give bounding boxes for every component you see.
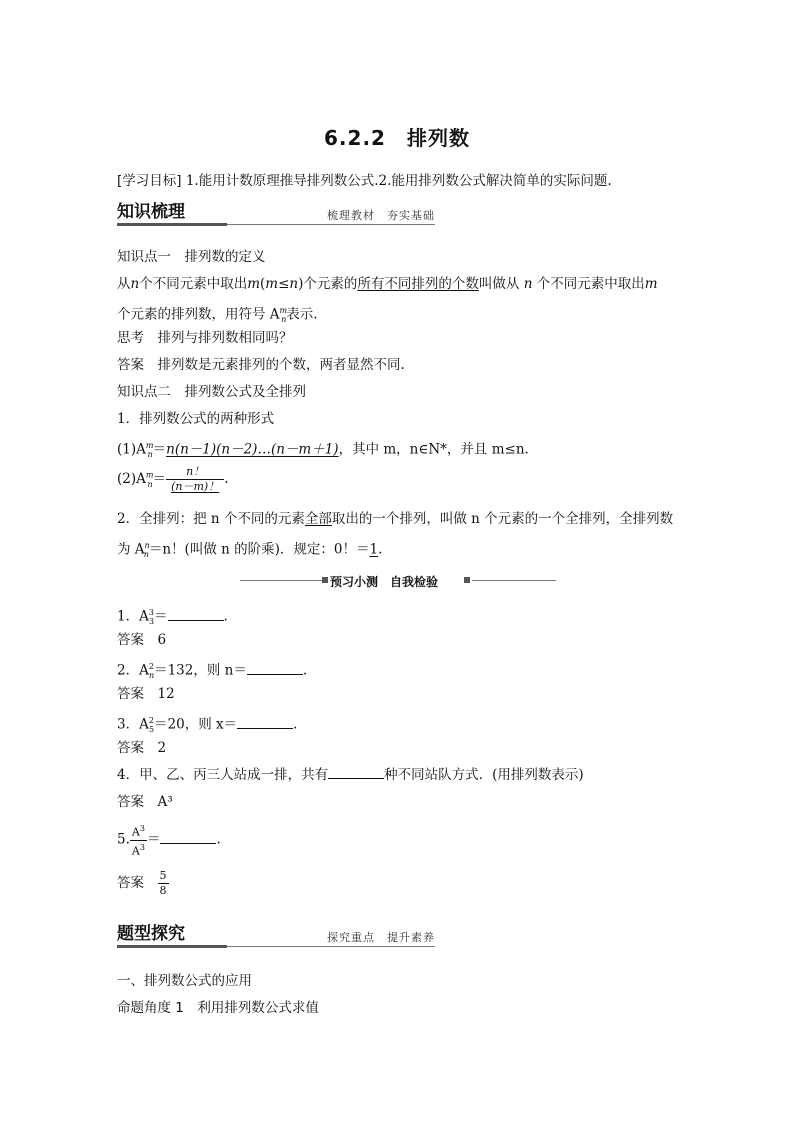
text: ＝20，则 x＝ xyxy=(154,716,238,733)
text: ，其中 m，n∈N*，并且 m≤n. xyxy=(338,441,529,458)
answer-blank xyxy=(160,831,216,844)
quiz-q5: 5. $\frac{A^3}{A^3}$ ＝ . xyxy=(117,824,221,858)
answer-label: 答案 xyxy=(117,875,144,891)
answer-fraction xyxy=(158,869,169,898)
answer-text: 排列数是元素排列的个数，两者显然不同. xyxy=(157,357,405,373)
think-label: 思考 xyxy=(117,330,144,346)
kp1-line1: 从n个不同元素中取出m(m≤n)个元素的所有不同排列的个数叫做从 n 个不同元素中取出m xyxy=(117,276,658,292)
divider-line-right xyxy=(472,580,556,581)
formula-1: $(1)A^m_n=n(n-1)(n-2)\dots(n-m+1)$，其中 m，n∈N*，并且 m≤n. xyxy=(117,441,529,460)
text: 4．甲、乙、丙三人站成一排，共有 xyxy=(117,767,329,783)
section-divider xyxy=(240,573,556,589)
text: 取出的一个排列，叫做 n 个元素的一个全排列，全排列数 xyxy=(331,511,674,527)
formula-2: $(2)A^m_n=$ $\frac{n!}{(n-m)!}$ . xyxy=(117,465,229,493)
banner-rule xyxy=(227,946,435,947)
answer-blank xyxy=(168,608,224,621)
underlined-answer: 全部 xyxy=(304,511,332,527)
answer-label: 答案 xyxy=(117,632,144,648)
text: ＝ xyxy=(146,831,161,848)
text: ＝132，则 n＝ xyxy=(154,662,247,679)
quiz-a2 xyxy=(117,685,175,703)
quiz-q2: 2．$A^2_n=132$，则 n＝ . xyxy=(117,662,308,681)
text: 2．全排列：把 n 个不同的元素 xyxy=(117,511,305,527)
divider-line-left xyxy=(240,580,322,581)
answer-value: 6 xyxy=(157,632,167,648)
banner-bar xyxy=(117,223,227,226)
quiz-a1 xyxy=(117,631,166,649)
text: 5. xyxy=(117,831,130,848)
banner-exploration-subtitle: 探究重点 提升素养 xyxy=(327,931,435,944)
kp2-heading: 知识点二 排列数公式及全排列 xyxy=(117,384,306,400)
kp2-s2 xyxy=(117,510,673,528)
text: 个不同元素中取出 xyxy=(139,276,248,292)
quiz-q1: 1．$A^3_3=$ . xyxy=(117,608,228,627)
answer-label: 答案 xyxy=(117,686,144,702)
answer-label: 答案 xyxy=(117,740,144,756)
objectives-text: 1.能用计数原理推导排列数公式.2.能用排列数公式解决简单的实际问题. xyxy=(185,173,612,189)
quiz-a4 xyxy=(117,793,173,811)
numerator: n！ xyxy=(166,465,224,480)
think-answer xyxy=(117,356,405,374)
text: 为 A xyxy=(117,541,145,558)
text: 叫做从 xyxy=(478,276,520,292)
text: ＝n！(叫做 n 的阶乘)．规定：0！＝ xyxy=(148,541,370,558)
answer-label: 答案 xyxy=(117,357,144,373)
banner-rule xyxy=(227,224,435,225)
text: 3．A xyxy=(117,716,149,733)
banner-bar xyxy=(117,945,227,948)
quiz-q4 xyxy=(117,766,584,784)
section-heading: 一、排列数公式的应用 xyxy=(117,973,252,989)
denominator: (n－m)！ xyxy=(171,480,220,493)
think-text: 排列与排列数相同吗？ xyxy=(157,330,293,346)
divider-square-left xyxy=(322,577,328,583)
answer-value: 2 xyxy=(157,740,167,756)
underlined-answer: 所有不同排列的个数 xyxy=(357,276,479,292)
text: 2．A xyxy=(117,662,149,679)
text: 种不同站队方式．(用排列数表示) xyxy=(384,767,584,783)
quiz-a5 xyxy=(117,866,169,900)
objectives-label: [学习目标] xyxy=(117,173,182,189)
text: ＝ xyxy=(154,608,168,625)
text: 从 xyxy=(117,276,131,292)
text: . xyxy=(378,541,383,558)
page-title: 6.2.2 排列数 xyxy=(324,126,470,150)
answer-value: 12 xyxy=(157,686,175,702)
banner-knowledge-title: 知识梳理 xyxy=(117,202,185,222)
fraction xyxy=(166,465,224,494)
underlined-formula: n(n－1)(n－2)…(n－m＋1) xyxy=(166,441,339,458)
underlined-answer: 1 xyxy=(369,541,379,558)
fraction xyxy=(130,822,147,858)
denominator: $A^3$ xyxy=(131,842,145,858)
answer-blank xyxy=(328,766,384,779)
banner-knowledge xyxy=(117,201,435,227)
kp1-line2: 个元素的排列数，用符号 $A^m_n$表示. xyxy=(117,306,318,325)
banner-exploration-title: 题型探究 xyxy=(117,924,185,944)
quiz-q3: 3．$A^2_5=20$，则 x＝ . xyxy=(117,716,298,735)
numerator: $A^3$ xyxy=(131,824,145,839)
text: 个元素的排列数，用符号 A xyxy=(117,306,280,323)
answer-blank xyxy=(237,716,293,729)
answer-blank xyxy=(247,662,303,675)
angle-heading: 命题角度 1 利用排列数公式求值 xyxy=(117,1000,319,1016)
text: 1．A xyxy=(117,608,149,625)
banner-exploration xyxy=(117,923,435,949)
answer-value: A³ xyxy=(157,794,173,810)
text: 个不同元素中取出 xyxy=(536,276,645,292)
answer-label: 答案 xyxy=(117,794,144,810)
text: (2)A xyxy=(117,471,146,487)
banner-knowledge-subtitle: 梳理教材 夯实基础 xyxy=(327,209,435,222)
text: 个元素的 xyxy=(303,276,358,292)
kp2-s1: 1．排列数公式的两种形式 xyxy=(117,411,275,427)
quiz-a3 xyxy=(117,739,166,757)
divider-title: 预习小测 自我检验 xyxy=(330,575,439,589)
text: 表示. xyxy=(286,306,318,323)
divider-square-right xyxy=(464,577,470,583)
kp1-heading: 知识点一 排列数的定义 xyxy=(117,249,266,265)
numerator: 5 xyxy=(159,869,167,882)
text: (1)A xyxy=(117,441,146,458)
kp2-s3: 为 $A^n_n=n$！(叫做 n 的阶乘)．规定：0！＝1. xyxy=(117,541,383,560)
learning-objectives xyxy=(117,172,612,190)
denominator: 8 xyxy=(159,884,167,897)
think-question xyxy=(117,329,293,347)
